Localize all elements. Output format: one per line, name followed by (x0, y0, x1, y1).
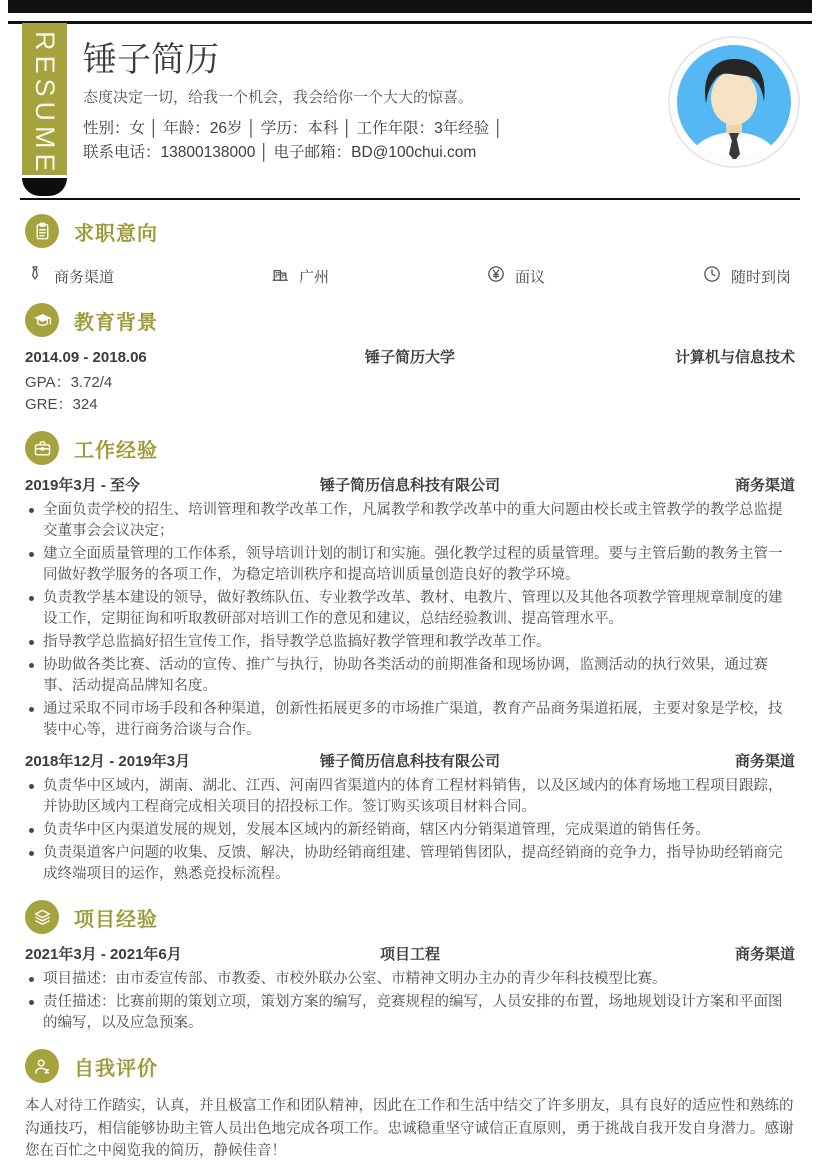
section-header-evaluation (25, 1049, 795, 1083)
bullet-item: 通过采取不同市场手段和各种渠道，创新性拓展更多的市场推广渠道，教育产品商务渠道拓展，主要对象是学校，技装中心等，进行商务洽谈与合作。 (25, 699, 795, 741)
entry-organization: 锤子简历信息科技有限公司 (319, 477, 500, 494)
education-details (25, 372, 795, 416)
section-title-evaluation: 自我评价 (74, 1057, 158, 1080)
graduation-cap-icon (25, 303, 59, 337)
entry-period: 2019年3月 - 至今 (25, 477, 141, 494)
section-work (25, 431, 795, 885)
clipboard-icon (25, 214, 59, 248)
entry-role: 商务渠道 (734, 477, 795, 494)
tagline: 态度决定一切，给我一个机会，我会给你一个大大的惊喜。 (83, 89, 474, 106)
education-major: 计算机与信息技术 (674, 349, 795, 366)
building-icon (270, 264, 290, 288)
bullet-item: 负责华中区域内，湖南、湖北、江西、河南四省渠道内的体育工程材料销售，以及区域内的体育场地工程项目跟踪，并协助区域内工程商完成相关项目的招投标工作。签订购买该项目材料合同。 (25, 776, 795, 818)
intention-label: 面议 (515, 268, 546, 286)
intention-item (702, 264, 795, 288)
yuan-icon (486, 264, 506, 288)
education-detail: GRE：324 (25, 396, 98, 413)
bullet-item: 协助做各类比赛、活动的宣传、推广与执行，协助各类活动的前期准备和现场协调，监测活动的执行效果，通过赛事、活动提高品牌知名度。 (25, 655, 795, 697)
entry-organization: 项目工程 (379, 946, 440, 963)
section-header-project (25, 900, 795, 934)
intention-row (25, 264, 795, 288)
section-title-intention: 求职意向 (74, 222, 158, 245)
intention-item (25, 264, 270, 288)
intention-label: 商务渠道 (54, 268, 115, 286)
resume-ribbon-text: RESUME (30, 31, 60, 177)
entry-organization: 锤子简历信息科技有限公司 (319, 753, 500, 770)
resume-ribbon (22, 23, 67, 175)
entry-role: 商务渠道 (734, 753, 795, 770)
education-school: 锤子简历大学 (364, 349, 455, 366)
identity-block (83, 40, 643, 165)
section-project (25, 900, 795, 1034)
bullet-item: 负责教学基本建设的领导，做好教练队伍、专业教学改革、教材、电教片、管理以及其他各项教学管理规章制度的建设工作，定期征询和听取教研部对培训工作的意见和建议，总结经验教训、提高管理水平。 (25, 588, 795, 630)
section-intention (25, 214, 795, 288)
intention-label: 广州 (299, 268, 330, 286)
section-header-intention (25, 214, 795, 248)
candidate-name: 锤子简历 (83, 41, 219, 79)
ribbon-fold (22, 178, 67, 196)
bullet-list (25, 776, 795, 885)
section-header-education (25, 303, 795, 337)
basic-info-line1: 性别：女 │ 年龄：26岁 │ 学历：本科 │ 工作年限：3年经验 │ (83, 120, 504, 137)
basic-info-line2: 联系电话：13800138000 │ 电子邮箱：BD@100chui.com (83, 144, 477, 161)
entry-header (25, 753, 795, 771)
entry-header (25, 946, 795, 964)
clock-icon (702, 264, 722, 288)
tie-icon (25, 264, 45, 288)
layers-icon (25, 900, 59, 934)
section-evaluation (25, 1049, 795, 1160)
bullet-item: 指导教学总监搞好招生宣传工作，指导教学总监搞好教学管理和教学改革工作。 (25, 632, 795, 653)
bullet-item: 全面负责学校的招生、培训管理和教学改革工作，凡属教学和教学改革中的重大问题由校长或主管教学的教学总监提交董事会会议决定； (25, 500, 795, 542)
section-title-education: 教育背景 (74, 311, 158, 334)
avatar (668, 36, 800, 168)
bullet-item: 项目描述：由市委宣传部、市教委、市校外联办公室、市精神文明办主办的青少年科技模型比赛。 (25, 969, 795, 990)
bullet-item: 建立全面质量管理的工作体系，领导培训计划的制订和实施。强化教学过程的质量管理。要与主管后勤的教务主管一同做好教学服务的各项工作，为稳定培训秩序和提高培训质量创造良好的教学环境。 (25, 544, 795, 586)
section-education (25, 303, 795, 416)
entry-role: 商务渠道 (734, 946, 795, 963)
header (0, 0, 820, 199)
intention-item (270, 264, 486, 288)
bullet-item: 负责华中区内渠道发展的规划，发展本区域内的新经销商，辖区内分销渠道管理，完成渠道的销售任务。 (25, 820, 795, 841)
bullet-list (25, 969, 795, 1034)
header-divider (20, 198, 800, 200)
person-icon (25, 1049, 59, 1083)
entry-period: 2018年12月 - 2019年3月 (25, 753, 191, 770)
self-evaluation-text: 本人对待工作踏实，认真，并且极富工作和团队精神，因此在工作和生活中结交了许多朋友，具有良好的适应性和熟练的沟通技巧，相信能够协助主管人员出色地完成各项工作。忠诚稳重坚守诚信正直原则，勇于挑战自我开发自身潜力。感谢您在百忙之中阅览我的简历，静候佳音！ (25, 1098, 794, 1159)
intention-label: 随时到岗 (731, 268, 792, 286)
education-period: 2014.09 - 2018.06 (25, 349, 147, 366)
intention-item (486, 264, 702, 288)
entry-period: 2021年3月 - 2021年6月 (25, 946, 182, 963)
entry-header (25, 477, 795, 495)
section-title-project: 项目经验 (74, 908, 158, 931)
bullet-item: 责任描述：比赛前期的策划立项，策划方案的编写，竞赛规程的编写，人员安排的布置，场地规划设计方案和平面图的编写，以及应急预案。 (25, 992, 795, 1034)
education-row (25, 349, 795, 367)
bullet-list (25, 500, 795, 741)
bullet-item: 负责渠道客户问题的收集、反馈、解决，协助经销商组建、管理销售团队，提高经销商的竞争力，指导协助经销商完成终端项目的运作，熟悉竞投标流程。 (25, 843, 795, 885)
resume-body (0, 214, 820, 1160)
briefcase-icon (25, 431, 59, 465)
section-header-work (25, 431, 795, 465)
avatar-illustration (668, 36, 800, 168)
education-detail: GPA：3.72/4 (25, 374, 113, 391)
section-title-work: 工作经验 (74, 439, 158, 462)
